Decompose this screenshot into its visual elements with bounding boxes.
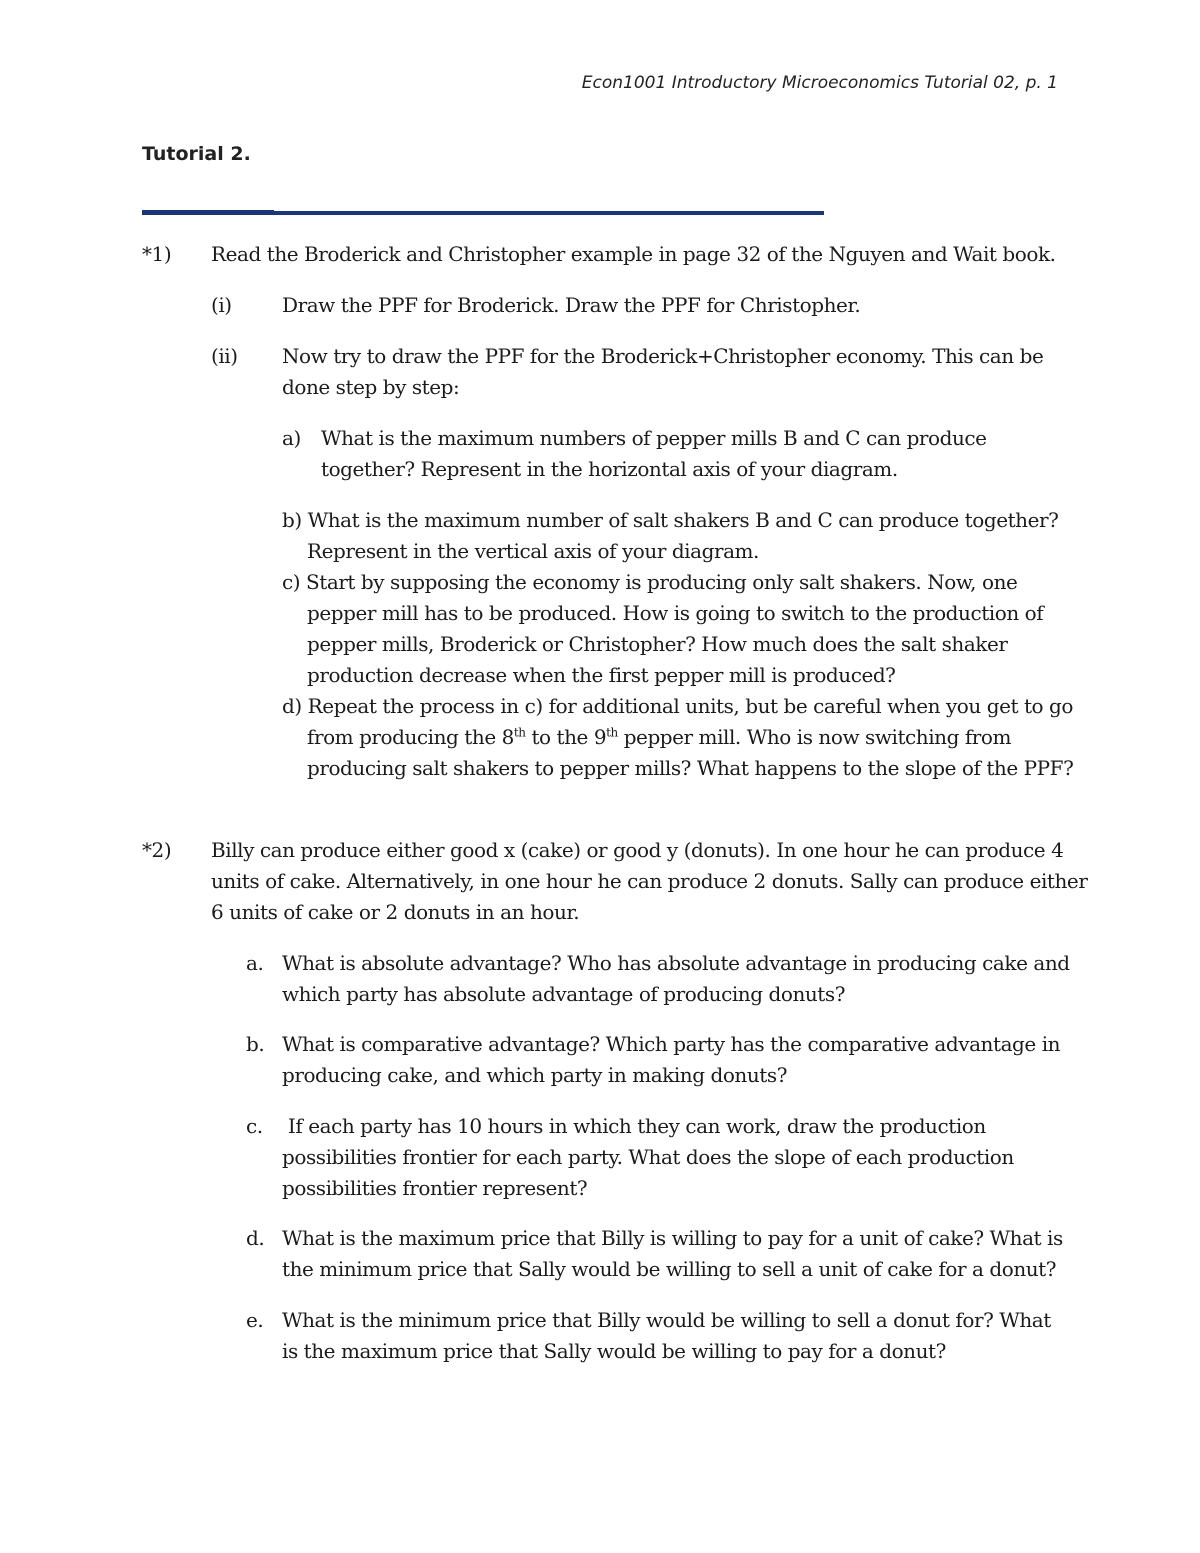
q1-number: *1) [142, 242, 172, 266]
q1-d-line: producing salt shakers to pepper mills? What happens to the slope of the PPF? [307, 756, 1074, 780]
q1-text: Read the Broderick and Christopher example in page 32 of the Nguyen and Wait book. [211, 242, 1056, 266]
q2-line: Billy can produce either good x (cake) or good y (donuts). In one hour he can produce 4 [211, 838, 1064, 862]
q2-item-line: producing cake, and which party in making donuts? [282, 1063, 787, 1087]
q2-line: units of cake. Alternatively, in one hour he can produce 2 donuts. Sally can produce either [211, 869, 1088, 893]
q1-a-line: together? Represent in the horizontal axis of your diagram. [321, 457, 898, 481]
q1-i-text: Draw the PPF for Broderick. Draw the PPF for Christopher. [282, 293, 861, 317]
q1-a-label: a) [282, 426, 301, 450]
q2-item-line: which party has absolute advantage of producing donuts? [282, 982, 845, 1006]
q1-d-line: d) Repeat the process in c) for additional units, but be careful when you get to go [282, 694, 1073, 718]
q1-c-line: c) Start by supposing the economy is producing only salt shakers. Now, one [282, 570, 1018, 594]
q2-item-line: What is comparative advantage? Which party has the comparative advantage in [282, 1032, 1061, 1056]
q1-d-line: from producing the 8th to the 9th pepper mill. Who is now switching from [307, 725, 1012, 749]
q2-item-label: d. [246, 1226, 265, 1250]
page-header: Econ1001 Introductory Microeconomics Tutorial 02, p. 1 [581, 73, 1058, 93]
q2-item-label: a. [246, 951, 264, 975]
q2-item-line: is the maximum price that Sally would be willing to pay for a donut? [282, 1339, 946, 1363]
q2-item-label: e. [246, 1308, 264, 1332]
q1-b-line: Represent in the vertical axis of your diagram. [307, 539, 759, 563]
q1-i-label: (i) [211, 293, 232, 317]
q1-ii-line: Now try to draw the PPF for the Broderick+Christopher economy. This can be [282, 344, 1044, 368]
q2-item-line: possibilities frontier represent? [282, 1176, 588, 1200]
q1-ii-line: done step by step: [282, 375, 460, 399]
q2-item-label: b. [246, 1032, 265, 1056]
q1-b-line: b) What is the maximum number of salt shakers B and C can produce together? [282, 508, 1059, 532]
q1-c-line: production decrease when the first pepper mill is produced? [307, 663, 896, 687]
q2-item-line: If each party has 10 hours in which they can work, draw the production [282, 1114, 986, 1138]
q1-ii-label: (ii) [211, 344, 238, 368]
q2-item-line: What is the maximum price that Billy is willing to pay for a unit of cake? What is [282, 1226, 1063, 1250]
q2-item-line: the minimum price that Sally would be willing to sell a unit of cake for a donut? [282, 1257, 1057, 1281]
page-title: Tutorial 2. [142, 143, 251, 165]
q2-item-label: c. [246, 1114, 263, 1138]
q1-c-line: pepper mills, Broderick or Christopher? How much does the salt shaker [307, 632, 1008, 656]
title-rule [142, 211, 824, 215]
q1-a-line: What is the maximum numbers of pepper mills B and C can produce [321, 426, 987, 450]
q1-c-line: pepper mill has to be produced. How is going to switch to the production of [307, 601, 1044, 625]
q2-item-line: possibilities frontier for each party. What does the slope of each production [282, 1145, 1014, 1169]
q2-line: 6 units of cake or 2 donuts in an hour. [211, 900, 580, 924]
q2-number: *2) [142, 838, 172, 862]
q2-item-line: What is absolute advantage? Who has absolute advantage in producing cake and [282, 951, 1070, 975]
q2-item-line: What is the minimum price that Billy would be willing to sell a donut for? What [282, 1308, 1051, 1332]
